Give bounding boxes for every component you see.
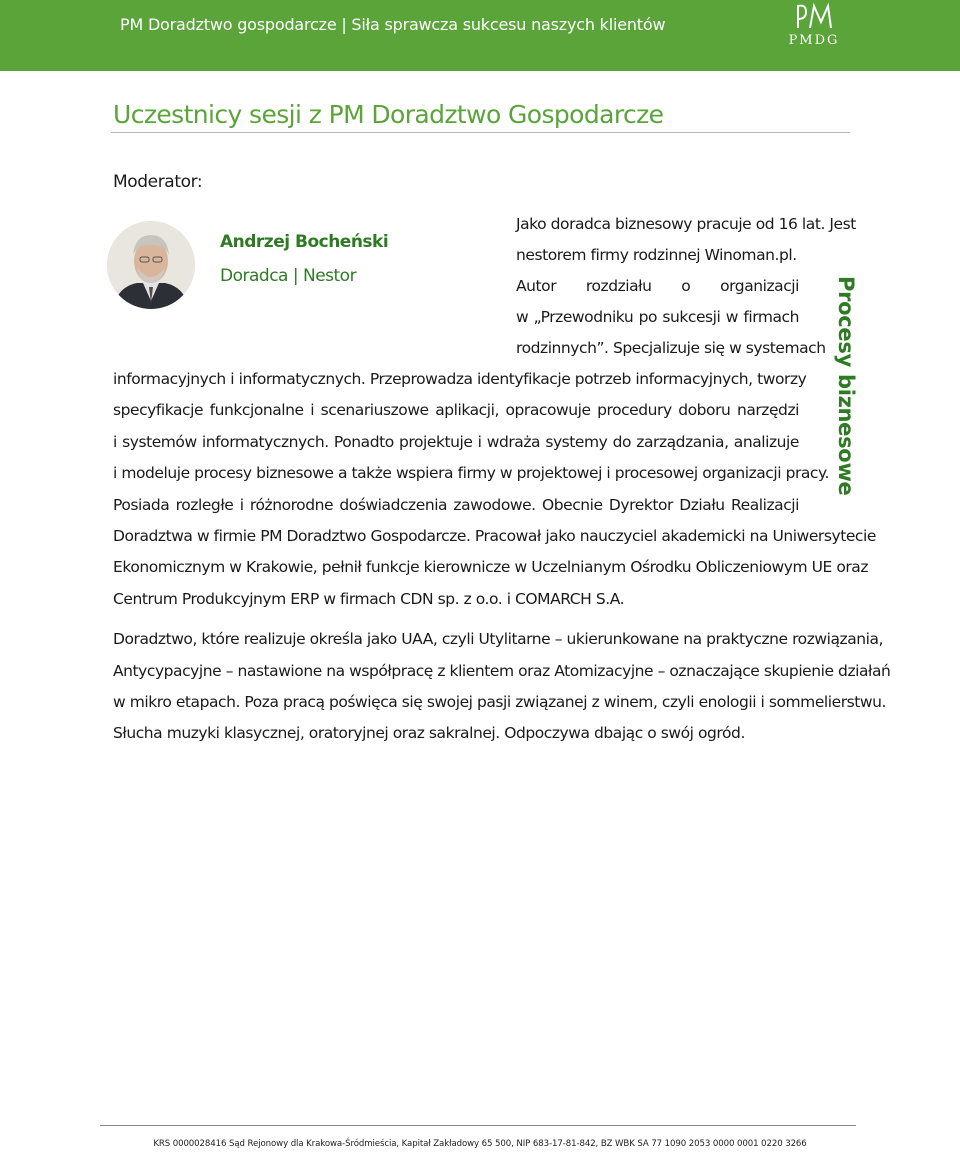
- page-title: Uczestnicy sesji z PM Doradztwo Gospodarcze: [113, 100, 664, 129]
- avatar: [107, 221, 195, 309]
- site-title: PM Doradztwo gospodarcze | Siła sprawcza sukcesu naszych klientów: [120, 15, 666, 34]
- person-role: Doradca | Nestor: [220, 266, 357, 286]
- bio-line: Posiada rozległe i różnorodne doświadczenia zawodowe. Obecnie Dyrektor Działu Realizacji: [113, 496, 799, 514]
- footer-divider: [100, 1125, 856, 1126]
- bio-line: specyfikacje funkcjonalne i scenariuszowe aplikacji, opracowuje procedury doboru narzędzi: [113, 401, 799, 419]
- bio-line: w mikro etapach. Poza pracą poświęca się swojej pasji związanej z winem, czyli enologii i sommelierstwu.: [113, 693, 886, 711]
- bio-line: Antycypacyjne – nastawione na współpracę z klientem oraz Atomizacyjne – oznaczające skupienie działań: [113, 662, 891, 680]
- bio-line: Doradztwa w firmie PM Doradztwo Gospodarcze. Pracował jako nauczyciel akademicki na Uniwersytecie: [113, 527, 876, 545]
- role-label: Moderator:: [113, 172, 203, 192]
- bio-line: Autor rozdziału o organizacji: [516, 277, 799, 295]
- bio-line: Doradztwo, które realizuje określa jako UAA, czyli Utylitarne – ukierunkowane na praktyczne rozwiązania,: [113, 630, 884, 648]
- bio-line: i systemów informatycznych. Ponadto projektuje i wdraża systemy do zarządzania, analizuje: [113, 433, 799, 451]
- bio-line: i modeluje procesy biznesowe a także wspiera firmy w projektowej i procesowej organizacji pracy.: [113, 464, 829, 482]
- header-bar: [0, 0, 960, 71]
- bio-line: nestorem firmy rodzinnej Winoman.pl.: [516, 246, 797, 264]
- bio-line: w „Przewodniku po sukcesji w firmach: [516, 308, 799, 326]
- logo-wordmark: PMDG: [788, 33, 840, 48]
- bio-line: rodzinnych”. Specjalizuje się w systemach: [516, 339, 826, 357]
- bio-line: Centrum Produkcyjnym ERP w firmach CDN sp. z o.o. i COMARCH S.A.: [113, 590, 625, 608]
- bio-line: Jako doradca biznesowy pracuje od 16 lat. Jest: [516, 215, 856, 233]
- person-name: Andrzej Bocheński: [220, 232, 389, 252]
- bio-line: informacyjnych i informatycznych. Przeprowadza identyfikacje potrzeb informacyjnych, tworzy: [113, 370, 807, 388]
- bio-line: Słucha muzyki klasycznej, oratoryjnej oraz sakralnej. Odpoczywa dbając o swój ogród.: [113, 724, 745, 742]
- footer-company-info: KRS 0000028416 Sąd Rejonowy dla Krakowa-Śródmieścia, Kapitał Zakładowy 65 500, NIP 683-17-81-842, BZ WBK SA 77 1090 2053 0000 0001 0220 3266: [153, 1139, 807, 1149]
- bio-line: Ekonomicznym w Krakowie, pełnił funkcje kierownicze w Uczelnianym Ośrodku Obliczeniowym UE oraz: [113, 558, 869, 576]
- title-divider: [111, 132, 850, 133]
- side-category-label: Procesy biznesowe: [834, 276, 858, 496]
- portrait-image: [107, 221, 195, 309]
